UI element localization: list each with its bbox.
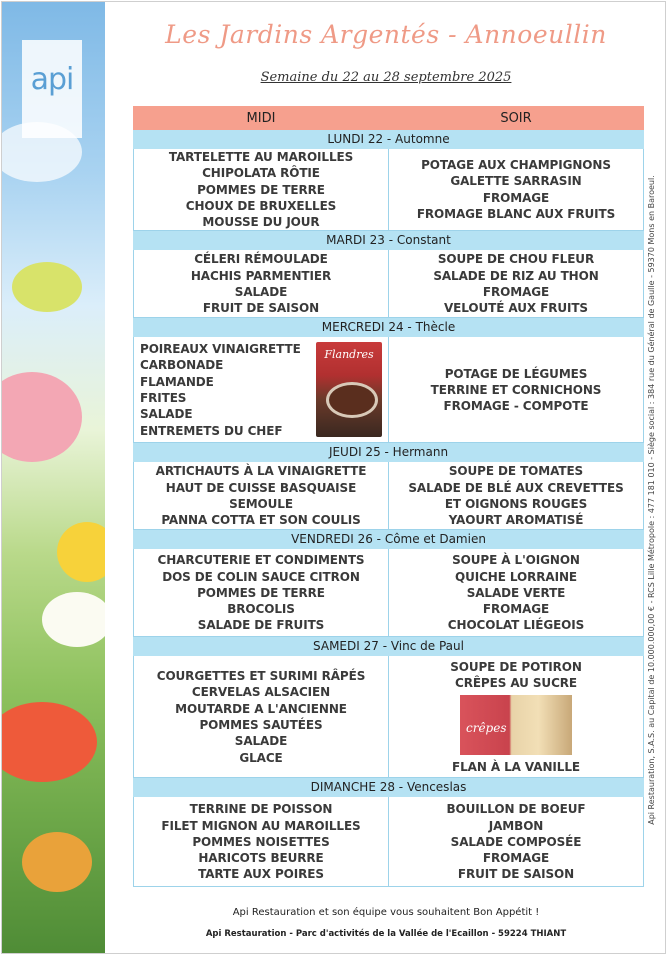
midi-dish: POMMES SAUTÉES <box>199 717 323 732</box>
soir-dish: CHOCOLAT LIÉGEOIS <box>447 618 585 633</box>
midi-dish: DOS DE COLIN SAUCE CITRON <box>162 569 360 584</box>
midi-dish: CARBONADE <box>140 358 224 373</box>
midi-dish-list <box>134 341 301 439</box>
midi-dish: POMMES NOISETTES <box>192 834 330 849</box>
midi-dish: CÉLERI RÉMOULADE <box>194 252 328 267</box>
footer-message: Api Restauration et son équipe vous souhaitent Bon Appétit ! <box>232 907 540 918</box>
day-label: SAMEDI 27 - Vinc de Paul <box>134 637 644 656</box>
midi-dish: MOUSSE DU JOUR <box>202 215 320 230</box>
soir-cell <box>389 549 644 637</box>
midi-cell <box>134 549 389 637</box>
soir-cell <box>389 337 644 443</box>
day-label: VENDREDI 26 - Côme et Damien <box>134 530 644 549</box>
midi-dish: TERRINE DE POISSON <box>189 802 333 817</box>
midi-dish: FRITES <box>140 390 187 405</box>
crepes-image-title: crêpes <box>466 721 507 736</box>
soir-dish: QUICHE LORRAINE <box>454 569 578 584</box>
midi-dish: PANNA COTTA ET SON COULIS <box>161 513 361 528</box>
soir-dish: FROMAGE <box>482 190 550 205</box>
soir-dish: YAOURT AROMATISÉ <box>448 513 584 528</box>
midi-cell <box>134 250 389 318</box>
soir-dish: FROMAGE - COMPOTE <box>443 399 589 414</box>
crepes-book-image <box>460 695 572 755</box>
midi-dish: BROCOLIS <box>227 602 295 617</box>
header-soir: SOIR <box>389 107 644 130</box>
soir-dish: SOUPE DE TOMATES <box>448 464 584 479</box>
midi-dish: CERVELAS ALSACIEN <box>191 685 331 700</box>
midi-dish: MOUTARDE A L'ANCIENNE <box>175 701 347 716</box>
week-subtitle: Semaine du 22 au 28 septembre 2025 <box>260 70 512 85</box>
flandres-book-image <box>316 342 382 437</box>
midi-dish: FILET MIGNON AU MAROILLES <box>161 818 361 833</box>
soir-dish: SALADE VERTE <box>466 585 566 600</box>
midi-dish: FLAMANDE <box>140 374 214 389</box>
soir-dish: JAMBON <box>488 818 544 833</box>
soir-dish: TERRINE ET CORNICHONS <box>430 382 602 397</box>
midi-dish: SALADE DE FRUITS <box>197 618 325 633</box>
day-label: JEUDI 25 - Hermann <box>134 443 644 462</box>
soir-dish: FROMAGE <box>482 851 550 866</box>
midi-dish: CHARCUTERIE ET CONDIMENTS <box>157 553 365 568</box>
midi-dish: TARTE AUX POIRES <box>198 867 324 882</box>
stew-pot-shape <box>326 382 378 418</box>
midi-dish: COURGETTES ET SURIMI RÂPÉS <box>156 669 366 684</box>
legal-text: Api Restauration, S.A.S. au Capital de 10.000.000,00 € - RCS Lille Métropole : 477 181 010 - Siège social : 384 rue du Général de Gaulle - 59370 Mons en Baroeul. <box>647 175 656 825</box>
midi-dish: HAUT DE CUISSE BASQUAISE <box>165 480 357 495</box>
day-label: MERCREDI 24 - Thècle <box>134 318 644 337</box>
midi-dish: POMMES DE TERRE <box>197 585 325 600</box>
midi-dish: SEMOULE <box>229 496 293 511</box>
soir-dish: FROMAGE <box>482 284 550 299</box>
soir-cell <box>389 462 644 530</box>
page-title: Les Jardins Argentés - Annoeullin <box>165 20 607 49</box>
soir-dish: VELOUTÉ AUX FRUITS <box>444 301 588 316</box>
midi-dish: TARTELETTE AU MAROILLES <box>168 150 354 164</box>
day-label: LUNDI 22 - Automne <box>134 130 644 149</box>
flandres-image-title: Flandres <box>324 348 374 362</box>
midi-dish: HACHIS PARMENTIER <box>190 268 332 283</box>
soir-dish: SALADE DE BLÉ AUX CREVETTES <box>408 480 624 495</box>
midi-dish: ARTICHAUTS À LA VINAIGRETTE <box>155 464 367 479</box>
soir-dish: BOUILLON DE BOEUF <box>446 802 586 817</box>
soir-cell <box>389 797 644 887</box>
midi-dish: SALADE <box>140 407 193 422</box>
footer-address: Api Restauration - Parc d'activités de la Vallée de l'Ecaillon - 59224 THIANT <box>205 929 567 939</box>
day-label: DIMANCHE 28 - Venceslas <box>134 778 644 797</box>
flower-strip-image <box>2 2 105 953</box>
soir-dish: GALETTE SARRASIN <box>450 174 582 189</box>
header-midi: MIDI <box>134 107 389 130</box>
soir-dish: ET OIGNONS ROUGES <box>444 496 588 511</box>
midi-dish: POMMES DE TERRE <box>197 182 325 197</box>
soir-cell <box>389 149 644 231</box>
midi-dish: SALADE <box>234 734 288 749</box>
soir-cell <box>389 656 644 778</box>
midi-cell <box>134 462 389 530</box>
midi-dish: ENTREMETS DU CHEF <box>140 423 283 438</box>
soir-dish: SALADE COMPOSÉE <box>450 834 582 849</box>
soir-dish: SOUPE À L'OIGNON <box>452 553 580 568</box>
midi-dish: SALADE <box>234 284 288 299</box>
soir-dish: SOUPE DE POTIRON <box>450 659 582 674</box>
midi-cell <box>134 337 389 443</box>
midi-cell <box>134 797 389 887</box>
soir-dish: POTAGE DE LÉGUMES <box>444 366 588 381</box>
api-logo: api <box>30 62 74 97</box>
soir-dish: FLAN À LA VANILLE <box>452 760 580 775</box>
soir-dish: SOUPE DE CHOU FLEUR <box>437 252 595 267</box>
soir-cell <box>389 250 644 318</box>
soir-dish: POTAGE AUX CHAMPIGNONS <box>421 158 611 173</box>
midi-dish: CHIPOLATA RÔTIE <box>202 166 320 181</box>
soir-dish: FROMAGE BLANC AUX FRUITS <box>416 207 616 222</box>
soir-dish: SALADE DE RIZ AU THON <box>433 268 599 283</box>
midi-cell <box>134 149 389 231</box>
midi-cell <box>134 656 389 778</box>
midi-dish: FRUIT DE SAISON <box>202 301 320 316</box>
day-label: MARDI 23 - Constant <box>134 231 644 250</box>
soir-dish: CRÊPES AU SUCRE <box>454 675 578 690</box>
midi-dish: CHOUX DE BRUXELLES <box>185 198 337 213</box>
soir-dish: FROMAGE <box>482 602 550 617</box>
midi-dish: GLACE <box>239 750 283 765</box>
midi-dish: POIREAUX VINAIGRETTE <box>140 342 301 357</box>
soir-dish: FRUIT DE SAISON <box>457 867 575 882</box>
menu-table <box>133 106 644 887</box>
midi-dish: HARICOTS BEURRE <box>198 851 324 866</box>
